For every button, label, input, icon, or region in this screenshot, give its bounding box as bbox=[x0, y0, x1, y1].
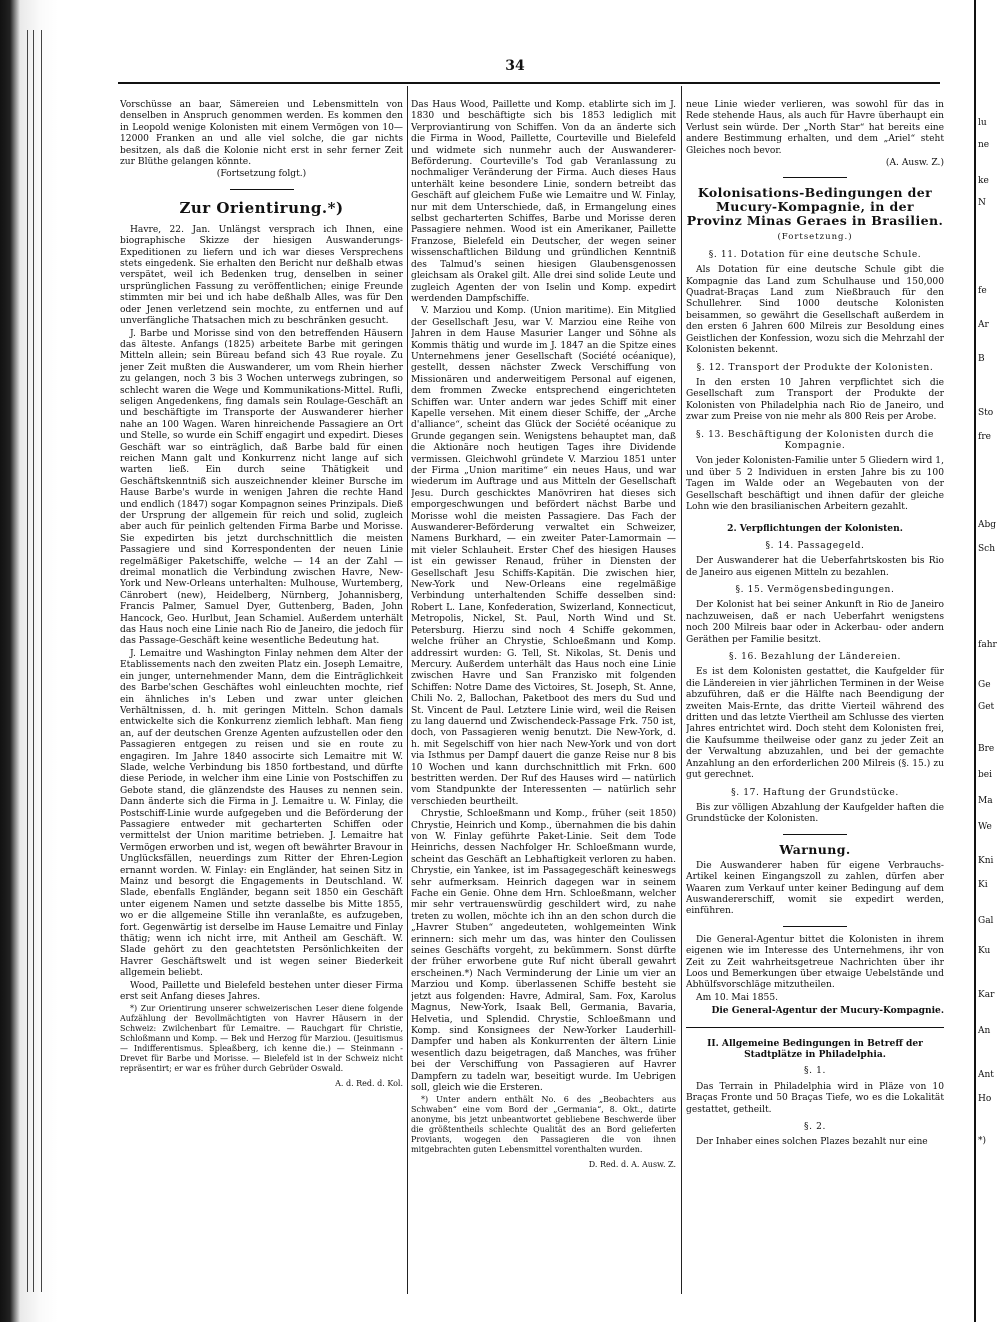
paragraph: Der Auswanderer hat die Ueberfahrtskosten bis Rio de Janeiro aus eigenen Mitteln zu bezahlen. bbox=[686, 556, 944, 578]
column-1 bbox=[120, 100, 403, 1090]
paragraph: Die General-Agentur bittet die Kolonisten in ihrem eigenen wie im Interesse des Unternehmens, ihr von Zeit zu Zeit wahrheitsgetreue Nachrichten über ihr Loos und Bemerkungen über etwaige Uebelstände und Abhülfsvorschläge mitzutheilen. bbox=[686, 934, 944, 991]
column-2 bbox=[411, 100, 676, 1171]
binding-line bbox=[27, 30, 28, 1292]
margin-snippet: lu bbox=[978, 118, 987, 128]
margin-snippet: ne bbox=[978, 140, 990, 150]
adjacent-page-strip bbox=[974, 0, 1000, 1322]
paragraph: Chrystie, Schloeßmann und Komp., früher (seit 1850) Chrystie, Heinrich und Komp., übernahmen die bis dahin von W. Finlay geführte Paket-Linie. Seit dem Tode Heinrichs, dessen Nachfolger Hr. Schloeßmann wurde, scheint das Geschäft an Lebhaftigkeit verloren zu haben. Chrystie, ein Yankee, ist im Passagegeschäft keineswegs sehr aufmerksam. Heinrich dagegen war in seinem Fache ein Genie. Ohne dem Hrn. Schloeßmann, welcher mir sehr vertrauenswürdig geschildert wird, zu nahe treten zu wollen, möchte ich ihn an den schon durch die „Havrer Stuben“ angedeuteten, wohlgemeinten Wink erinnern: sich mehr um das, was hinter den Coulissen seines Geschäfts vorgeht, zu bekümmern. Sonst dürfte der früher erworbene gute Ruf nicht überall gewahrt erscheinen.*) Nach Verminderung der Linie um vier an Marziou und Komp. überlassenen Schiffe besteht sie jetzt aus folgenden: Havre, Admiral, Sam. Fox, Karolus Magnus, New-York, Isaak Bell, Germania, Bavaria, Helvetia, und Splendid. Chrystie, Schloeßmann und Komp. sind Konsignees der New-Yorker Lauderhill-Dampfer und haben als Konkurrenten der ältern Linie wesentlich dazu beigetragen, daß Manches, was früher bei der Verschiffung von Passagieren auf Havrer Dampfern zu tadeln war, beseitigt wurde. Im Uebrigen soll, gleich wie die Ersteren. bbox=[411, 809, 676, 1093]
section-heading: §. 1. bbox=[803, 1066, 826, 1077]
paragraph: Als Dotation für eine deutsche Schule gibt die Kompagnie das Land zum Schulhause und 150,000 Quadrat-Braças Land zum Nießbrauch für den Schullehrer. Sind 1000 deutsche Kolonisten beisammen, so gewährt die Gesellschaft außerdem in den ersten 6 Jahren 600 Milreis zur Besoldung eines Geistlichen der Konfession, wozu sich die Mehrzahl der Kolonisten bekennt. bbox=[686, 265, 944, 356]
footnote: *) Unter andern enthält No. 6 des „Beobachters aus Schwaben“ eine vom Bord der „Germania“, 8. Okt., datirte anonyme, bis jetzt unbeantwortet gebliebene Beschwerde über die größtentheils schlechte Qualität des an Bord gelieferten Proviants, wogegen den Passagieren die von ihnen mitgebrachten guten Lebensmittel vorenthalten wurden. bbox=[411, 1095, 676, 1155]
warning-heading: Warnung. bbox=[779, 841, 851, 857]
source-note: (A. Ausw. Z.) bbox=[885, 158, 944, 169]
margin-snippet: fe bbox=[978, 286, 987, 296]
article-heading: Zur Orientirung.*) bbox=[179, 198, 344, 217]
margin-snippet: Ant bbox=[978, 1070, 994, 1080]
margin-snippet: Ma bbox=[978, 796, 993, 806]
date-line: Am 10. Mai 1855. bbox=[696, 992, 778, 1003]
section-heading: §. 14. Passagegeld. bbox=[765, 540, 865, 551]
paragraph: Das Terrain in Philadelphia wird in Pläze von 10 Braças Fronte und 50 Braças Tiefe, wo es die Lokalität gestattet, getheilt. bbox=[686, 1081, 944, 1115]
margin-snippet: We bbox=[978, 822, 992, 832]
margin-snippet: Ki bbox=[978, 880, 988, 890]
margin-snippet: Ar bbox=[978, 320, 989, 330]
paragraph: Wood, Paillette und Bielefeld bestehen unter dieser Firma erst seit Anfang dieses Jahres. bbox=[120, 980, 403, 1003]
paragraph: Von jeder Kolonisten-Familie unter 5 Gliedern wird 1, und über 5 2 Individuen in ersten Jahre bis zu 100 Tagen im Walde oder an Wegebauten von der Gesellschaft beschäftigt und ihnen dafür der gleiche Lohn wie den brasilianischen Arbeitern gezahlt. bbox=[686, 456, 944, 512]
paragraph: J. Lemaitre und Washington Finlay nehmen dem Alter der Etablissements nach den zweiten Platz ein. Joseph Lemaitre, ein junger, unternehmender Mann, dem die Einträglichkeit des Barbe'schen Geschäftes wohl einleuchten mochte, rief ein ähnliches in's Leben und zwar unter gleichen Verhältnissen, d. h. mit geringen Mitteln. Schon damals entwickelte sich die Konkurrenz ziemlich lebhaft. Man fieng an, auf der deutschen Grenze Agenten aufzustellen oder den Passagieren entgegen zu reisen und sie en route zu engagiren. Im Jahre 1840 associrte sich Lemaitre mit W. Slade, welche Verbindung bis 1850 fortbestand, und dürfte diese Periode, in welcher ihm eine Linie von Postschiffen zu Gebote stand, die glänzendste des Hauses zu nennen sein. Dann änderte sich die Firma in J. Lemaitre u. W. Finlay, die Postschiff-Linie wurde aufgegeben und die Beförderung der Passagiere entweder mit gecharterten Schiffen oder vermittelst der Union maritime betrieben. J. Lemaitre hat Vermögen erworben und ist, wegen oft bewährter Bravour in Unglücksfällen, neuerdings zum Ritter der Ehren-Legion ernannt worden. W. Finlay: ein Engländer, hat seinen Sitz in Mainz und besorgt die Engagements in Deutschland. W. Slade, ebenfalls Engländer, begann seit 1850 ein Geschäft unter eigenem Namen und setzte dasselbe bis Mitte 1855, wo er die allgemeine Stille ihn veranlaßte, es aufzugeben, fort. Gegenwärtig ist derselbe im Hause Lemaitre und Finlay thätig; wenn ich nicht irre, mit Antheil am Geschäft. W. Slade gehört zu den geachtetsten Persönlichkeiten der Havrer Geschäftswelt und ist wegen seiner Biederkeit allgemein beliebt. bbox=[120, 648, 403, 979]
paragraph: Das Haus Wood, Paillette und Komp. etablirte sich im J. 1830 und beschäftigte sich bis 1853 lediglich mit Verproviantirung von Schiffen. Von da an änderte sich die Firma in Wood, Paillette, Courteville und Bielefeld und widmete sich nunmehr auch der Auswanderer-Beförderung. Courteville's Tod gab Veranlassung zu nochmaliger Veränderung der Firma. Auch dieses Haus unterhält keine besondere Linie, sondern betreibt das Geschäft auf gleichem Fuße wie Lemaitre und W. Finlay, nur mit dem Unterschiede, daß, in Ermangelung eines selbst gecharterten Schiffes, Barbe und Morisse deren Passagiere nehmen. Wood ist ein Amerikaner, Paillette Franzose, Bielefeld ein Deutscher, der wegen seiner wissenschaftlichen Bildung und gründlichen Kenntniß des Talmud's seinen hiesigen Glaubensgenossen gleichsam als Orakel gilt. Alle drei sind solide Leute und zugleich Agenten der von Iselin und Komp. expedirt werdenden Dampfschiffe. bbox=[411, 100, 676, 304]
margin-snippet: Kar bbox=[978, 990, 995, 1000]
margin-snippet: Sto bbox=[978, 408, 994, 418]
paragraph: Havre, 22. Jan. Unlängst versprach ich Ihnen, eine biographische Skizze der hiesigen Auswanderungs-Expeditionen zu liefern und ich war dieses Versprechens stets eingedenk. Sie erhalten den Bericht nur deßhalb etwas verspätet, weil ich Bedenken trug, denselben in seiner ursprünglichen Fassung zu veröffentlichen; einige Freunde stimmten mir bei und ich habe deßhalb Alles, was für Den oder Jenen verletzend sein mochte, zu entfernen und auf unverfängliche Thatsachen mich zu beschränken gesucht. bbox=[120, 224, 403, 327]
paragraph: Die Auswanderer haben für eigene Verbrauchs-Artikel keinen Eingangszoll zu zahlen, dürfen aber Waaren zum Verkauf unter keiner Bedingung auf dem Auswandererschiff, womit sie expedirt werden, einführen. bbox=[686, 860, 944, 917]
binding-line bbox=[33, 30, 34, 1292]
margin-snippet: bei bbox=[978, 770, 992, 780]
binding-line bbox=[41, 30, 42, 1292]
page-binding-edge bbox=[0, 0, 58, 1322]
margin-snippet: Sch bbox=[978, 544, 996, 554]
paragraph: Es ist dem Kolonisten gestattet, die Kaufgelder für die Ländereien in vier jährlichen Terminen in der Weise abzuführen, daß er die Hälfte nach Beendigung der zweiten Mais-Ernte, das dritte Vierteil während des dritten und das letzte Viertheil am Schlusse des vierten Jahres entrichtet wird. Doch steht dem Kolonisten frei, die Kaufsumme theilweise oder ganz zu jeder Zeit an der Verwaltung abzuzahlen, und bei der gemachte Anzahlung an den erforderlichen 200 Milreis (§. 15.) zu gut gerechnet. bbox=[686, 667, 944, 781]
section-heading: §. 15. Vermögensbedingungen. bbox=[735, 585, 895, 595]
section-divider bbox=[783, 177, 847, 178]
section-divider bbox=[783, 926, 847, 927]
margin-snippet: fre bbox=[978, 432, 991, 442]
paragraph: J. Barbe und Morisse sind von den betreffenden Häusern das älteste. Anfangs (1825) arbeitete Barbe mit geringen Mitteln allein; sein Büreau befand sich 43 Rue royale. Zu jener Zeit mußten die Auswanderer, um vom Rhein hierher zu gelangen, noch 3 bis 3 Wochen unterwegs zubringen, so schlecht waren die Wege und Kommunikations-Mittel. Rufli, seligen Angedenkens, fing damals sein Roulage-Geschäft an und beschäftigte im Transporte der Auswanderer hierher nahe an 100 Wagen. Waren hinreichende Passagiere an Ort und Stelle, so wurde ein Schiff engagirt und expedirt. Dieses Geschäft war so einträglich, daß Barbe bald für einen reichen Mann galt und Konkurrenz nicht lange auf sich warten ließ. Ein durch seine Thätigkeit und Geschäftskenntniß sich auszeichnender kleiner Bursche im Hause Barbe's wurde in wenigen Jahren die rechte Hand und endlich (1847) sogar Kompagnon seines Prinzipals. Dieß der Ursprung der allgemein für reich und solid, zugleich aber auch für peinlich geltenden Firma Barbe und Morisse. Sie expedirten bis jetzt durchschnittlich die meisten Passagiere und sind Korrespondenten der neuen Linie regelmäßiger Paketschiffe, welche — 14 an der Zahl — dreimal monatlich die Verbindung zwischen Havre, New-York und New-Orleans unterhalten: Mulhouse, Wurtemberg, Cänrobert (new), Heidelberg, Nürnberg, Johannisberg, Francis Palmer, Samuel Dyer, Guttenberg, Baden, John Hancock, Geo. Hurlbut, Jean Schamiel. Außerdem unterhält das Haus noch eine Linie nach Rio de Janeiro, die jedoch für das Passage-Geschäft keine wesentliche Bedeutung hat. bbox=[120, 328, 403, 647]
paragraph: neue Linie wieder verlieren, was sowohl für das in Rede stehende Haus, als auch für Havre überhaupt ein Verlust sein würde. Der „North Star“ hat bereits eine andere Bestimmung erhalten, und dem „Ariel“ steht Gleiches noch bevor. bbox=[686, 100, 944, 156]
margin-snippet: Gal bbox=[978, 916, 994, 926]
page-number: 34 bbox=[505, 58, 525, 74]
section-divider bbox=[783, 834, 847, 835]
paragraph: Bis zur völligen Abzahlung der Kaufgelder haften die Grundstücke der Kolonisten. bbox=[686, 802, 944, 825]
agency-signature: Die General-Agentur der Mucury-Kompagnie. bbox=[711, 1005, 944, 1017]
footnote-signature: D. Red. d. A. Ausw. Z. bbox=[588, 1160, 676, 1170]
section-heading: §. 12. Transport der Produkte der Kolonisten. bbox=[696, 362, 934, 373]
section-heading: §. 13. Beschäftigung der Kolonisten durch die Kompagnie. bbox=[696, 429, 934, 451]
column-separator bbox=[681, 86, 682, 1294]
section-heading: §. 2. bbox=[803, 1122, 826, 1133]
margin-snippet: Ku bbox=[978, 946, 991, 956]
column-3 bbox=[686, 100, 944, 1150]
footnote: *) Zur Orientirung unserer schweizerischen Leser diene folgende Aufzählung der Bevollmächtigten von Havrer Häusern in der Schweiz: Zwilchenbart für Lemaitre. — Rauchgart für Christie, Schloßmann und Komp. — Bek und Herzog für Marziou. (Jesuitismus — Indifferentismus. Spleaßberg, ich kenne die.) — Steinmann - Drevet für Barbe und Morisse. — Bielefeld ist in der Schweiz nicht repräsentirt; er war es früher durch Gebrüder Oswald. bbox=[120, 1004, 403, 1074]
margin-snippet: Ge bbox=[978, 680, 991, 690]
margin-snippet: Get bbox=[978, 702, 995, 712]
section-heading: §. 11. Dotation für eine deutsche Schule. bbox=[708, 249, 922, 260]
section-heading: §. 17. Haftung der Grundstücke. bbox=[731, 787, 899, 798]
margin-snippet: N bbox=[978, 198, 986, 208]
section-title: Kolonisations-Bedingungen der Mucury-Kompagnie, in der Provinz Minas Geraes in Brasilien. bbox=[686, 185, 944, 229]
continuation-note: (Fortsetzung folgt.) bbox=[216, 169, 307, 180]
margin-snippet: An bbox=[978, 1026, 991, 1036]
paragraph: In den ersten 10 Jahren verpflichtet sich die Gesellschaft zum Transport der Produkte der Kolonisten von Philadelphia nach Rio de Janeiro, und zwar zum Preise von nie mehr als 800 Reis per Arobe. bbox=[686, 377, 944, 423]
paragraph: V. Marziou und Komp. (Union maritime). Ein Mitglied der Gesellschaft Jesu, war V. Marziou eine Reihe von Jahren in dem Hause Masurier Langer und Söhne als Kommis thätig und wurde im J. 1847 an die Spitze eines Unternehmens jener Gesellschaft (Société océanique), gestellt, dessen nächster Zweck Verschiffung von Missionären und anderweitigem Personal auf eigenen, dem frommen Zwecke entsprechend eingerichteten Schiffen war. Unter andern war jedes Schiff mit einer Kapelle versehen. Mit einem dieser Schiffe, der „Arche d'alliance“, scheint das Glück der Société océanique zu Grunde gegangen sein. Wenigstens behauptet man, daß die Aktionäre noch heutigen Tages ihre Dividende vermissen. Gleichwohl gründete V. Marziou 1851 unter der Firma „Union maritime“ ein neues Haus, und war wiederum im Auftrage und aus Mitteln der Gesellschaft Jesu. Durch geschicktes Manövriren hat dieses sich emporgeschwungen und befördert nächst Barbe und Morisse wohl die meisten Passagiere. Das Fach der Auswanderer-Beförderung verwaltet ein Schweizer, Namens Burkhard, — ein zweiter Pater-Lamormain — mit vieler Schlauheit. Erster Chef des hiesigen Hauses ist ein gewisser Renaud, früher in Diensten der Gesellschaft Jesu Schiffs-Kapitän. Die zwischen hier, New-York und New-Orleans eine regelmäßige Verbindung unterhaltenden Schiffe desselben sind: Robert L. Lane, Konfederation, Swizerland, Konnecticut, Metropolis, Nickel, St. Paul, North Wind und St. Petersburg. Hierzu sind noch 4 Schiffe gekommen, welche früher an Chrystie, Schloeßmann und Komp. addressirt wurden: G. Tell, St. Nikolas, St. Denis und Mercury. Außerdem unterhält das Haus noch eine Linie zwischen Havre und San Franzisko mit folgenden Schiffen: Notre Dame des Victoires, St. Joseph, St. Anne, Chili No. 2, Ballochan, Paketboot des mers du Sud und St. Vincent de Paul. Letztere Linie wird, weil die Reisen zu lang dauernd und Zwischendeck-Passage Frk. 750 ist, doch, von Passagieren wenig benutzt. Die New-York, d. h. mit Segelschiff von hier nach New-York und von dort via Isthmus per Dampf dauert die ganze Reise nur 8 bis 10 Wochen und kann durchschnittlich mit Frkn. 600 bestritten werden. Der Ruf des Hauses wird — natürlich vom Standpunkte der Interessenten — natürlich sehr verschieden beurtheilt. bbox=[411, 306, 676, 807]
margin-snippet: Bre bbox=[978, 744, 995, 754]
margin-snippet: *) bbox=[978, 1136, 987, 1146]
paragraph: Vorschüsse an baar, Sämereien und Lebensmitteln von denselben in Anspruch genommen werden. Es kommen den in Leopold wenige Kolonisten mit einem Vermögen von 10—12000 Franken an und alle viel solche, die gar nichts besitzen, als daß die Kolonie nicht erst in sehr ferner Zeit zur Blüthe gelangen könnte. bbox=[120, 100, 403, 168]
section-heading: §. 16. Bezahlung der Ländereien. bbox=[728, 652, 902, 663]
paragraph: Der Inhaber eines solchen Plazes bezahlt nur eine bbox=[696, 1137, 928, 1148]
footnote-signature: A. d. Red. d. Kol. bbox=[335, 1079, 403, 1089]
part-heading: II. Allgemeine Bedingungen in Betreff der Stadtplätze in Philadelphia. bbox=[707, 1037, 923, 1060]
margin-snippet: Ho bbox=[978, 1094, 992, 1104]
paragraph: Der Kolonist hat bei seiner Ankunft in Rio de Janeiro nachzuweisen, daß er nach Ueberfahrt wenigstens noch 200 Milreis baar oder in Ackerbau- oder andern Geräthen per Familie besitzt. bbox=[686, 600, 944, 645]
column-separator bbox=[407, 86, 408, 1294]
continuation-note: (Fortsetzung.) bbox=[777, 232, 853, 243]
header-rule bbox=[118, 82, 940, 84]
part-heading: 2. Verpflichtungen der Kolonisten. bbox=[727, 523, 903, 535]
section-divider bbox=[230, 189, 294, 190]
margin-snippet: B bbox=[978, 354, 985, 364]
section-divider bbox=[686, 1027, 944, 1028]
margin-snippet: Abg bbox=[978, 520, 997, 530]
margin-snippet: Kni bbox=[978, 856, 994, 866]
margin-snippet: ke bbox=[978, 176, 989, 186]
margin-snippet: fahr bbox=[978, 640, 997, 650]
